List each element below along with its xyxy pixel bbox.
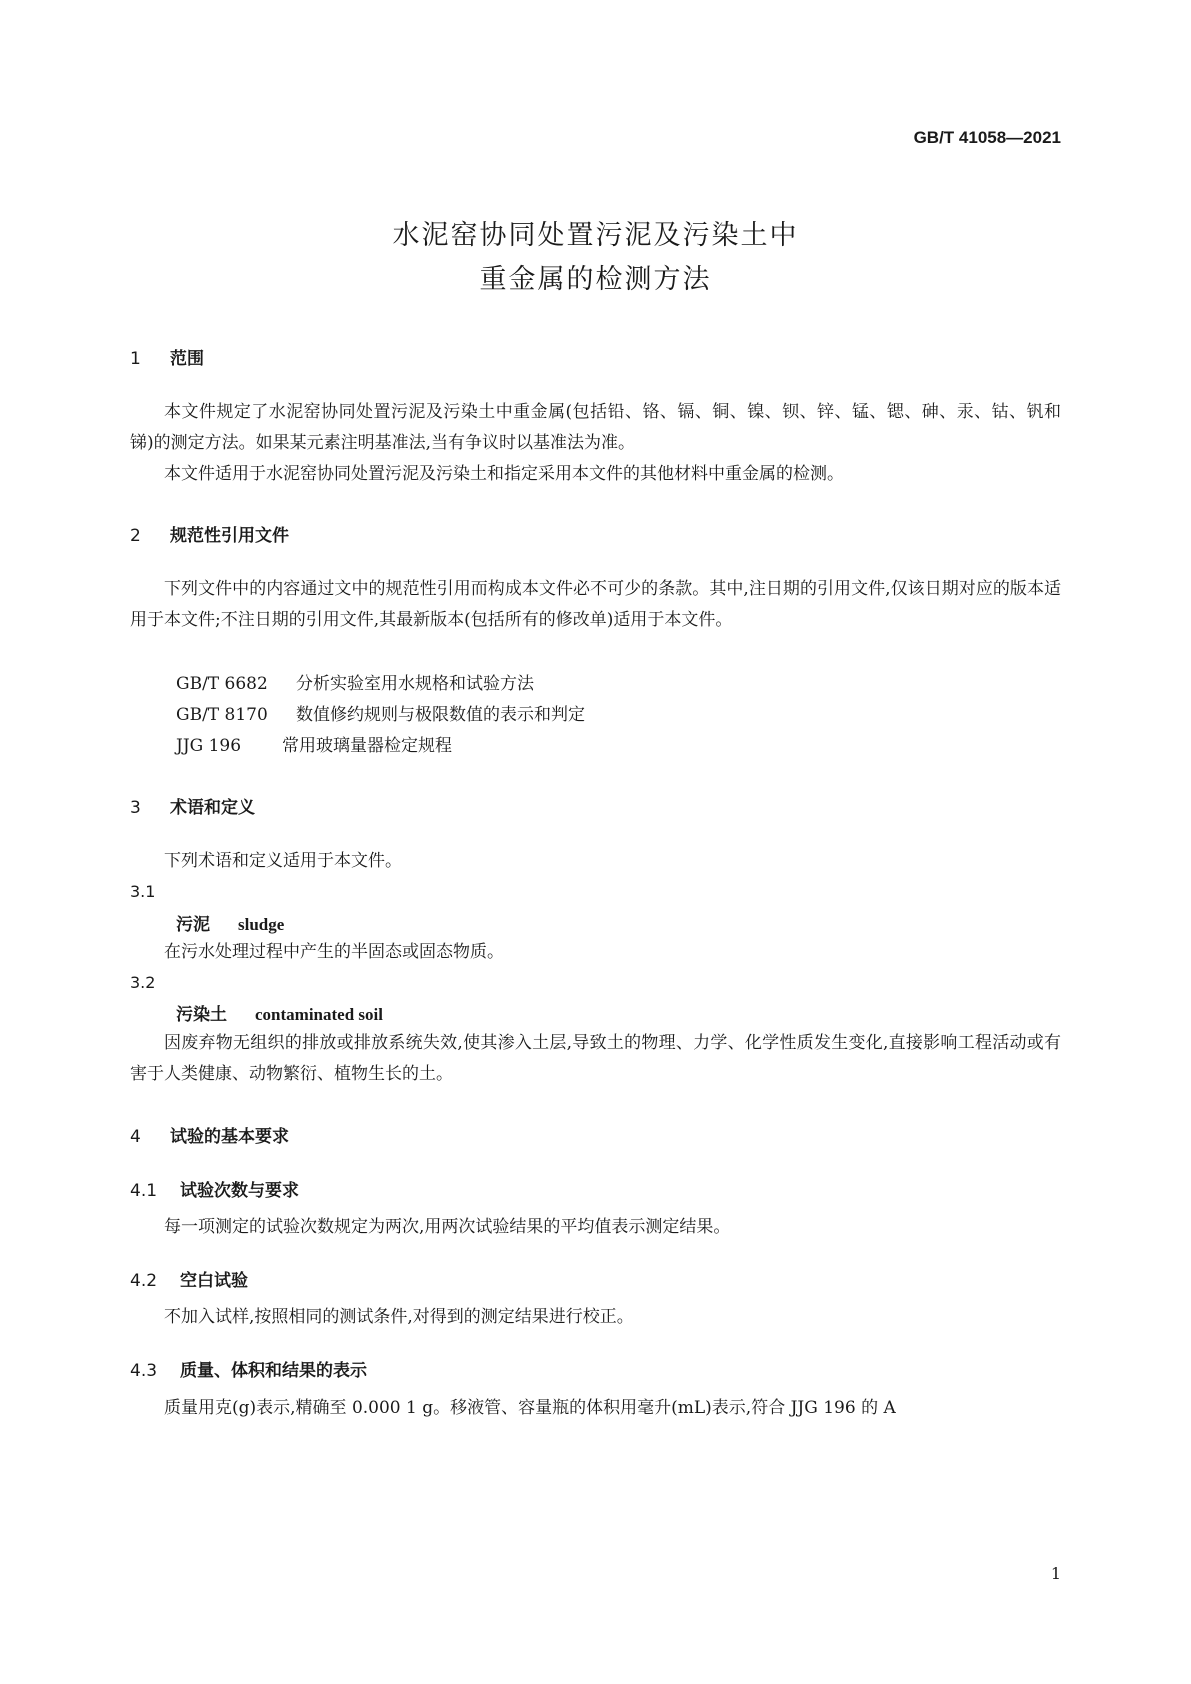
page-number: 1 — [1050, 1564, 1061, 1583]
term-definition: 因废弃物无组织的排放或排放系统失效,使其渗入土层,导致土的物理、力学、化学性质发生变化,直接影响工程活动或有害于人类健康、动物繁衍、植物生长的土。 — [130, 1033, 1061, 1084]
term-definition: 在污水处理过程中产生的半固态或固态物质。 — [164, 942, 504, 962]
reference-title: 分析实验室用水规格和试验方法 — [296, 674, 534, 694]
term-english: contaminated soil — [255, 1005, 383, 1024]
subsection-4-3-paragraph: 质量用克(g)表示,精确至 0.000 1 g。移液管、容量瓶的体积用毫升(mL)表示,符合 JJG 196 的 A — [164, 1398, 896, 1418]
normative-reference — [176, 669, 534, 694]
reference-code: GB/T 6682 — [176, 674, 268, 694]
term-number: 3.2 — [130, 973, 156, 992]
document-title-line-2: 重金属的检测方法 — [479, 264, 712, 295]
subsection-title: 试验次数与要求 — [180, 1181, 299, 1201]
term-english: sludge — [238, 915, 285, 934]
section-1-heading — [130, 344, 204, 369]
normative-reference — [176, 700, 585, 725]
subsection-number: 4.3 — [130, 1361, 158, 1381]
reference-title: 常用玻璃量器检定规程 — [282, 736, 452, 756]
section-number: 4 — [130, 1127, 141, 1147]
section-number: 2 — [130, 526, 141, 546]
reference-title: 数值修约规则与极限数值的表示和判定 — [296, 705, 585, 725]
section-2-paragraph-1: 下列文件中的内容通过文中的规范性引用而构成本文件必不可少的条款。其中,注日期的引用文件,仅该日期对应的版本适用于本文件;不注日期的引用文件,其最新版本(包括所有的修改单)适用于本文件。 — [130, 579, 1061, 630]
standard-code: GB/T 41058—2021 — [913, 128, 1061, 147]
subsection-number: 4.1 — [130, 1181, 158, 1201]
subsection-title: 空白试验 — [180, 1271, 248, 1291]
section-title: 规范性引用文件 — [170, 526, 289, 546]
section-number: 3 — [130, 798, 141, 818]
section-2-heading — [130, 521, 289, 546]
term-chinese: 污染土 — [176, 1005, 227, 1025]
section-4-heading — [130, 1122, 289, 1147]
reference-code: JJG 196 — [176, 736, 242, 756]
term-heading — [176, 910, 284, 935]
section-3-heading — [130, 793, 255, 818]
subsection-4-1-heading — [130, 1176, 299, 1201]
subsection-number: 4.2 — [130, 1271, 158, 1291]
section-title: 术语和定义 — [170, 798, 255, 818]
section-title: 试验的基本要求 — [170, 1127, 289, 1147]
subsection-4-2-paragraph: 不加入试样,按照相同的测试条件,对得到的测定结果进行校正。 — [164, 1307, 634, 1327]
term-chinese: 污泥 — [176, 915, 210, 935]
term-heading — [176, 1000, 383, 1025]
document-title-line-1: 水泥窑协同处置污泥及污染土中 — [392, 220, 799, 251]
section-title: 范围 — [170, 349, 204, 369]
section-3-paragraph-1: 下列术语和定义适用于本文件。 — [164, 851, 402, 871]
section-1-paragraph-1: 本文件规定了水泥窑协同处置污泥及污染土中重金属(包括铅、铬、镉、铜、镍、钡、锌、锰、锶、砷、汞、钴、钒和锑)的测定方法。如果某元素注明基准法,当有争议时以基准法为准。 — [130, 402, 1061, 453]
section-1-paragraph-2: 本文件适用于水泥窑协同处置污泥及污染土和指定采用本文件的其他材料中重金属的检测。 — [164, 464, 844, 484]
subsection-title: 质量、体积和结果的表示 — [180, 1361, 367, 1381]
section-number: 1 — [130, 349, 141, 369]
subsection-4-1-paragraph: 每一项测定的试验次数规定为两次,用两次试验结果的平均值表示测定结果。 — [164, 1217, 731, 1237]
normative-reference — [176, 731, 452, 756]
subsection-4-3-heading — [130, 1356, 367, 1381]
subsection-4-2-heading — [130, 1266, 248, 1291]
term-number: 3.1 — [130, 882, 156, 901]
reference-code: GB/T 8170 — [176, 705, 268, 725]
